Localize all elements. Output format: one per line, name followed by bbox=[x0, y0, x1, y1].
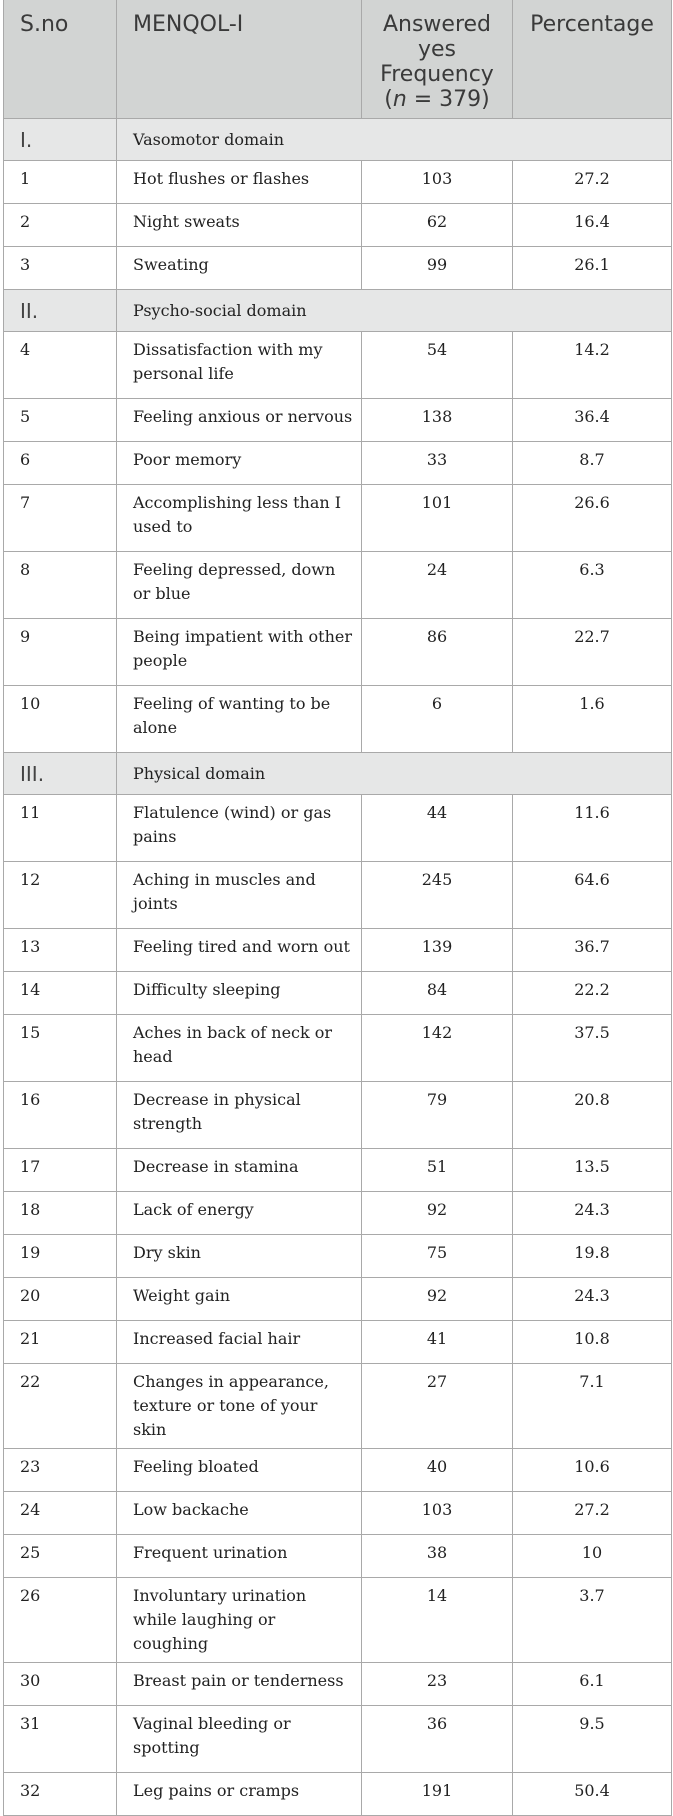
cell-item: Vaginal bleeding or spotting bbox=[117, 1706, 362, 1773]
table-row bbox=[4, 161, 672, 204]
section-title: Vasomotor domain bbox=[117, 119, 672, 161]
cell-percentage: 14.2 bbox=[513, 332, 672, 399]
cell-frequency: 51 bbox=[362, 1149, 513, 1192]
cell-percentage: 11.6 bbox=[513, 795, 672, 862]
cell-item: Dry skin bbox=[117, 1235, 362, 1278]
table-row bbox=[4, 1364, 672, 1449]
cell-frequency: 41 bbox=[362, 1321, 513, 1364]
cell-item: Being impatient with other people bbox=[117, 619, 362, 686]
table-row bbox=[4, 204, 672, 247]
table-row bbox=[4, 862, 672, 929]
cell-sno: 19 bbox=[4, 1235, 117, 1278]
table-row bbox=[4, 1535, 672, 1578]
cell-percentage: 36.4 bbox=[513, 399, 672, 442]
cell-percentage: 22.7 bbox=[513, 619, 672, 686]
cell-frequency: 14 bbox=[362, 1578, 513, 1663]
cell-frequency: 101 bbox=[362, 485, 513, 552]
cell-item: Involuntary urination while laughing or coughing bbox=[117, 1578, 362, 1663]
header-n-open: ( bbox=[384, 87, 393, 112]
section-title: Psycho-social domain bbox=[117, 290, 672, 332]
cell-frequency: 33 bbox=[362, 442, 513, 485]
header-frequency-line3: Frequency bbox=[380, 62, 494, 87]
menqol-table-container bbox=[3, 0, 671, 1816]
cell-sno: 21 bbox=[4, 1321, 117, 1364]
cell-sno: 12 bbox=[4, 862, 117, 929]
cell-percentage: 37.5 bbox=[513, 1015, 672, 1082]
cell-sno: 7 bbox=[4, 485, 117, 552]
cell-sno: 31 bbox=[4, 1706, 117, 1773]
cell-frequency: 191 bbox=[362, 1773, 513, 1816]
header-n-value: = 379) bbox=[406, 87, 490, 112]
cell-sno: 17 bbox=[4, 1149, 117, 1192]
cell-sno: 26 bbox=[4, 1578, 117, 1663]
cell-percentage: 22.2 bbox=[513, 972, 672, 1015]
cell-sno: 14 bbox=[4, 972, 117, 1015]
cell-frequency: 142 bbox=[362, 1015, 513, 1082]
table-row bbox=[4, 1321, 672, 1364]
table-row bbox=[4, 1235, 672, 1278]
table-row bbox=[4, 247, 672, 290]
cell-sno: 15 bbox=[4, 1015, 117, 1082]
table-row bbox=[4, 1149, 672, 1192]
header-percentage: Percentage bbox=[513, 0, 672, 119]
menqol-table bbox=[3, 0, 672, 1816]
cell-frequency: 139 bbox=[362, 929, 513, 972]
table-row bbox=[4, 1773, 672, 1816]
table-row bbox=[4, 1192, 672, 1235]
cell-item: Dissatisfaction with my personal life bbox=[117, 332, 362, 399]
cell-percentage: 13.5 bbox=[513, 1149, 672, 1192]
table-row bbox=[4, 929, 672, 972]
cell-frequency: 138 bbox=[362, 399, 513, 442]
cell-sno: 23 bbox=[4, 1449, 117, 1492]
cell-sno: 30 bbox=[4, 1663, 117, 1706]
table-row bbox=[4, 1015, 672, 1082]
table-row bbox=[4, 1082, 672, 1149]
cell-frequency: 92 bbox=[362, 1278, 513, 1321]
cell-percentage: 64.6 bbox=[513, 862, 672, 929]
cell-frequency: 54 bbox=[362, 332, 513, 399]
cell-item: Sweating bbox=[117, 247, 362, 290]
table-row bbox=[4, 619, 672, 686]
cell-percentage: 10.6 bbox=[513, 1449, 672, 1492]
header-frequency bbox=[362, 0, 513, 119]
cell-frequency: 84 bbox=[362, 972, 513, 1015]
cell-frequency: 6 bbox=[362, 686, 513, 753]
cell-percentage: 27.2 bbox=[513, 161, 672, 204]
cell-item: Decrease in physical strength bbox=[117, 1082, 362, 1149]
cell-percentage: 19.8 bbox=[513, 1235, 672, 1278]
cell-frequency: 23 bbox=[362, 1663, 513, 1706]
cell-item: Leg pains or cramps bbox=[117, 1773, 362, 1816]
cell-sno: 10 bbox=[4, 686, 117, 753]
table-row bbox=[4, 1578, 672, 1663]
cell-percentage: 9.5 bbox=[513, 1706, 672, 1773]
cell-percentage: 10 bbox=[513, 1535, 672, 1578]
table-row bbox=[4, 1449, 672, 1492]
cell-frequency: 103 bbox=[362, 161, 513, 204]
cell-percentage: 6.3 bbox=[513, 552, 672, 619]
cell-frequency: 38 bbox=[362, 1535, 513, 1578]
cell-item: Lack of energy bbox=[117, 1192, 362, 1235]
header-row bbox=[4, 0, 672, 119]
cell-percentage: 1.6 bbox=[513, 686, 672, 753]
cell-percentage: 10.8 bbox=[513, 1321, 672, 1364]
cell-sno: 25 bbox=[4, 1535, 117, 1578]
table-row bbox=[4, 972, 672, 1015]
cell-item: Low backache bbox=[117, 1492, 362, 1535]
table-row bbox=[4, 399, 672, 442]
cell-sno: 20 bbox=[4, 1278, 117, 1321]
cell-sno: 8 bbox=[4, 552, 117, 619]
cell-frequency: 79 bbox=[362, 1082, 513, 1149]
cell-percentage: 36.7 bbox=[513, 929, 672, 972]
section-title: Physical domain bbox=[117, 753, 672, 795]
cell-sno: 13 bbox=[4, 929, 117, 972]
cell-item: Poor memory bbox=[117, 442, 362, 485]
cell-percentage: 27.2 bbox=[513, 1492, 672, 1535]
cell-percentage: 20.8 bbox=[513, 1082, 672, 1149]
table-row bbox=[4, 1278, 672, 1321]
header-menqol: MENQOL-I bbox=[117, 0, 362, 119]
cell-sno: 11 bbox=[4, 795, 117, 862]
cell-item: Increased facial hair bbox=[117, 1321, 362, 1364]
cell-percentage: 6.1 bbox=[513, 1663, 672, 1706]
cell-percentage: 50.4 bbox=[513, 1773, 672, 1816]
section-number: I. bbox=[4, 119, 117, 161]
cell-frequency: 40 bbox=[362, 1449, 513, 1492]
cell-frequency: 27 bbox=[362, 1364, 513, 1449]
cell-percentage: 3.7 bbox=[513, 1578, 672, 1663]
cell-item: Frequent urination bbox=[117, 1535, 362, 1578]
cell-sno: 22 bbox=[4, 1364, 117, 1449]
cell-frequency: 99 bbox=[362, 247, 513, 290]
section-number: III. bbox=[4, 753, 117, 795]
cell-sno: 5 bbox=[4, 399, 117, 442]
cell-sno: 16 bbox=[4, 1082, 117, 1149]
cell-sno: 24 bbox=[4, 1492, 117, 1535]
cell-item: Hot flushes or flashes bbox=[117, 161, 362, 204]
cell-item: Weight gain bbox=[117, 1278, 362, 1321]
section-row bbox=[4, 753, 672, 795]
cell-frequency: 44 bbox=[362, 795, 513, 862]
cell-frequency: 75 bbox=[362, 1235, 513, 1278]
cell-item: Feeling bloated bbox=[117, 1449, 362, 1492]
cell-item: Flatulence (wind) or gas pains bbox=[117, 795, 362, 862]
cell-frequency: 62 bbox=[362, 204, 513, 247]
table-row bbox=[4, 795, 672, 862]
table-row bbox=[4, 552, 672, 619]
cell-frequency: 86 bbox=[362, 619, 513, 686]
table-row bbox=[4, 332, 672, 399]
table-body bbox=[4, 119, 672, 1816]
cell-frequency: 36 bbox=[362, 1706, 513, 1773]
table-row bbox=[4, 1706, 672, 1773]
section-row bbox=[4, 290, 672, 332]
cell-sno: 3 bbox=[4, 247, 117, 290]
cell-item: Feeling depressed, down or blue bbox=[117, 552, 362, 619]
cell-item: Decrease in stamina bbox=[117, 1149, 362, 1192]
header-n-symbol: n bbox=[392, 87, 407, 112]
table-row bbox=[4, 1663, 672, 1706]
cell-frequency: 245 bbox=[362, 862, 513, 929]
cell-item: Feeling anxious or nervous bbox=[117, 399, 362, 442]
cell-item: Aches in back of neck or head bbox=[117, 1015, 362, 1082]
cell-sno: 1 bbox=[4, 161, 117, 204]
cell-percentage: 26.6 bbox=[513, 485, 672, 552]
table-row bbox=[4, 485, 672, 552]
cell-frequency: 24 bbox=[362, 552, 513, 619]
cell-sno: 4 bbox=[4, 332, 117, 399]
cell-percentage: 16.4 bbox=[513, 204, 672, 247]
cell-item: Night sweats bbox=[117, 204, 362, 247]
cell-sno: 32 bbox=[4, 1773, 117, 1816]
table-row bbox=[4, 442, 672, 485]
header-frequency-line2: yes bbox=[417, 37, 457, 62]
cell-item: Feeling tired and worn out bbox=[117, 929, 362, 972]
cell-percentage: 7.1 bbox=[513, 1364, 672, 1449]
section-number: II. bbox=[4, 290, 117, 332]
section-row bbox=[4, 119, 672, 161]
cell-item: Feeling of wanting to be alone bbox=[117, 686, 362, 753]
cell-percentage: 24.3 bbox=[513, 1192, 672, 1235]
table-header bbox=[4, 0, 672, 119]
cell-frequency: 92 bbox=[362, 1192, 513, 1235]
header-frequency-line1: Answered bbox=[382, 12, 492, 37]
header-sno: S.no bbox=[4, 0, 117, 119]
cell-item: Changes in appearance, texture or tone of your skin bbox=[117, 1364, 362, 1449]
table-row bbox=[4, 1492, 672, 1535]
cell-sno: 6 bbox=[4, 442, 117, 485]
cell-item: Aching in muscles and joints bbox=[117, 862, 362, 929]
cell-item: Accomplishing less than I used to bbox=[117, 485, 362, 552]
cell-percentage: 8.7 bbox=[513, 442, 672, 485]
cell-item: Difficulty sleeping bbox=[117, 972, 362, 1015]
cell-percentage: 26.1 bbox=[513, 247, 672, 290]
cell-sno: 9 bbox=[4, 619, 117, 686]
table-row bbox=[4, 686, 672, 753]
cell-percentage: 24.3 bbox=[513, 1278, 672, 1321]
cell-item: Breast pain or tenderness bbox=[117, 1663, 362, 1706]
cell-frequency: 103 bbox=[362, 1492, 513, 1535]
cell-sno: 2 bbox=[4, 204, 117, 247]
cell-sno: 18 bbox=[4, 1192, 117, 1235]
